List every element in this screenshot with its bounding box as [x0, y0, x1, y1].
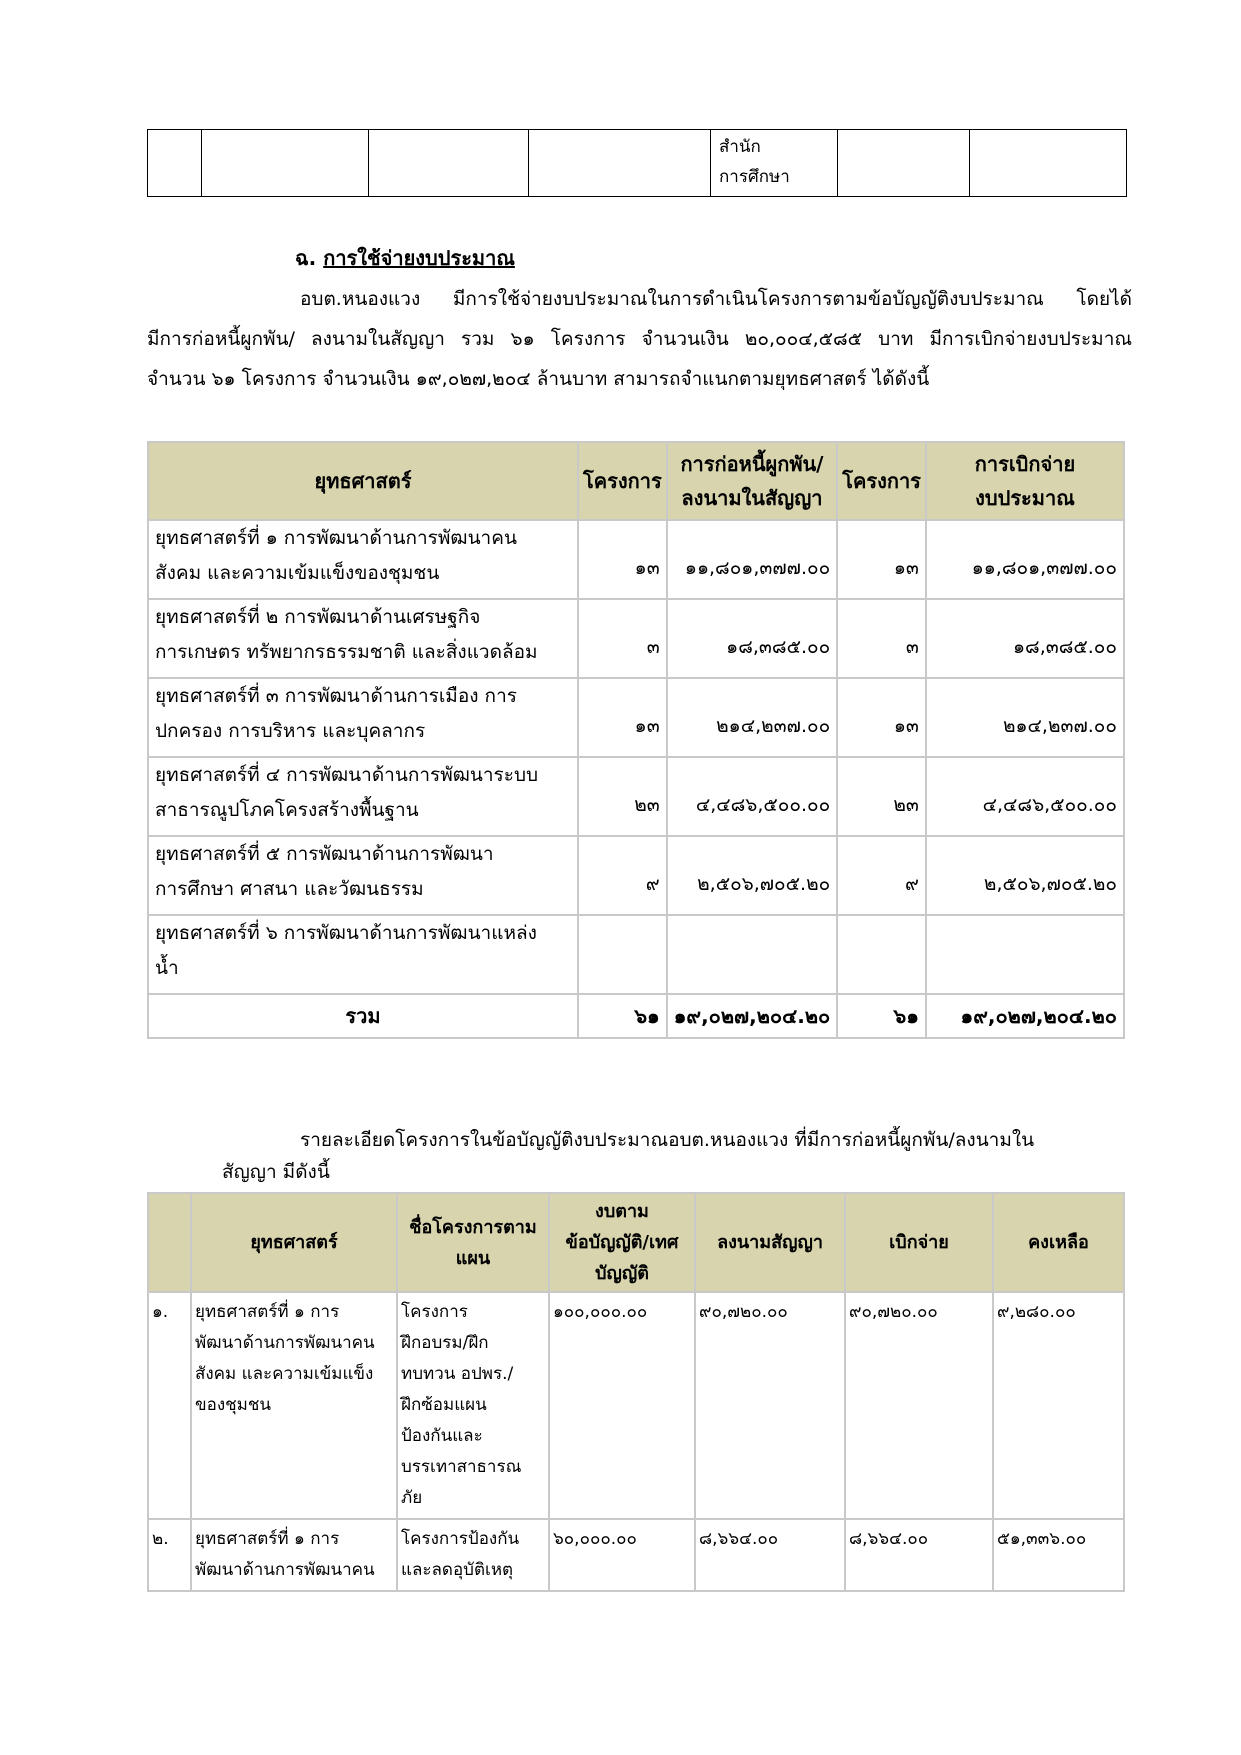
paragraph-line: สัญญา มีดังนี้	[222, 1161, 330, 1183]
projects-count-cell: ๑๓	[578, 520, 667, 599]
paragraph-line: จำนวน ๖๑ โครงการ จำนวนเงิน ๑๙,๐๒๗,๒๐๔ ล้านบาท สามารถจำแนกตามยุทธศาสตร์ ได้ดังนี้	[147, 368, 930, 390]
project-remaining-cell: ๕๑,๓๓๖.๐๐	[993, 1519, 1124, 1591]
table-cell	[202, 130, 369, 197]
column-header: ชื่อโครงการตาม แผน	[397, 1193, 549, 1292]
project-disbursed-cell: ๙๐,๗๒๐.๐๐	[845, 1292, 993, 1519]
strategy-cell: ยุทธศาสตร์ที่ ๑ การพัฒนาด้านการพัฒนาคน สังคม และความเข้มแข็งของชุมชน	[148, 520, 578, 599]
projects-count-cell: ๙	[578, 836, 667, 915]
project-remaining-cell: ๙,๒๘๐.๐๐	[993, 1292, 1124, 1519]
column-header: ยุทธศาสตร์	[191, 1193, 397, 1292]
projects-disbursed-count-cell	[837, 915, 926, 994]
project-disbursed-cell: ๘,๖๖๔.๐๐	[845, 1519, 993, 1591]
strategy-cell: ยุทธศาสตร์ที่ ๓ การพัฒนาด้านการเมือง การ ปกครอง การบริหาร และบุคลากร	[148, 678, 578, 757]
total-committed-cell: ๑๙,๐๒๗,๒๐๔.๒๐	[667, 994, 837, 1038]
table-cell	[148, 130, 202, 197]
table-cell	[970, 130, 1127, 197]
committed-amount-cell: ๒๑๔,๒๓๗.๐๐	[667, 678, 837, 757]
committed-amount-cell: ๑๑,๘๐๑,๓๗๗.๐๐	[667, 520, 837, 599]
section-prefix: ฉ.	[295, 246, 317, 270]
paragraph-budget-summary	[147, 279, 1132, 399]
table-header-row	[148, 442, 1124, 520]
column-header: โครงการ	[578, 442, 667, 520]
disbursed-amount-cell: ๑๘,๓๘๕.๐๐	[926, 599, 1124, 678]
committed-amount-cell	[667, 915, 837, 994]
strategy-cell: ยุทธศาสตร์ที่ ๒ การพัฒนาด้านเศรษฐกิจ การเกษตร ทรัพยากรธรรมชาติ และสิ่งแวดล้อม	[148, 599, 578, 678]
table-header-row	[148, 1193, 1124, 1292]
table-row	[148, 678, 1124, 757]
paragraph-line: มีการก่อหนี้ผูกพัน/ ลงนามในสัญญา รวม ๖๑ โครงการ จำนวนเงิน ๒๐,๐๐๔,๕๘๕ บาท มีการเบิกจ่ายงบประมาณ	[147, 328, 1132, 350]
project-project-cell: โครงการป้องกัน และลดอุบัติเหตุ	[397, 1519, 549, 1591]
column-header: โครงการ	[837, 442, 926, 520]
project-budget-cell: ๑๐๐,๐๐๐.๐๐	[549, 1292, 695, 1519]
projects-disbursed-count-cell: ๙	[837, 836, 926, 915]
previous-table-fragment	[147, 129, 1127, 197]
strategy-cell: ยุทธศาสตร์ที่ ๖ การพัฒนาด้านการพัฒนาแหล่ง น้ำ	[148, 915, 578, 994]
projects-count-cell: ๓	[578, 599, 667, 678]
project-no-cell: ๒.	[148, 1519, 191, 1591]
table-row	[148, 520, 1124, 599]
project-signed-cell: ๘,๖๖๔.๐๐	[695, 1519, 845, 1591]
disbursed-amount-cell	[926, 915, 1124, 994]
committed-amount-cell: ๔,๔๘๖,๕๐๐.๐๐	[667, 757, 837, 836]
column-header: การก่อหนี้ผูกพัน/ ลงนามในสัญญา	[667, 442, 837, 520]
paragraph-project-details	[147, 1121, 1132, 1191]
column-header: งบตาม ข้อบัญญัติ/เทศ บัญญัติ	[549, 1193, 695, 1292]
projects-disbursed-count-cell: ๓	[837, 599, 926, 678]
project-no-cell: ๑.	[148, 1292, 191, 1519]
table-cell	[529, 130, 711, 197]
paragraph-line: รายละเอียดโครงการในข้อบัญญัติงบประมาณอบต.หนองแวง ที่มีการก่อหนี้ผูกพัน/ลงนามใน	[300, 1129, 1035, 1151]
committed-amount-cell: ๒,๕๐๖,๗๐๕.๒๐	[667, 836, 837, 915]
disbursed-amount-cell: ๔,๔๘๖,๕๐๐.๐๐	[926, 757, 1124, 836]
column-header: คงเหลือ	[993, 1193, 1124, 1292]
budget-by-strategy-table	[147, 441, 1125, 1039]
committed-amount-cell: ๑๘,๓๘๕.๐๐	[667, 599, 837, 678]
project-detail-table	[147, 1192, 1125, 1592]
strategy-cell: ยุทธศาสตร์ที่ ๕ การพัฒนาด้านการพัฒนา การศึกษา ศาสนา และวัฒนธรรม	[148, 836, 578, 915]
column-header	[148, 1193, 191, 1292]
column-header: เบิกจ่าย	[845, 1193, 993, 1292]
projects-disbursed-count-cell: ๑๓	[837, 520, 926, 599]
table-row	[148, 915, 1124, 994]
table-cell: สำนัก การศึกษา	[711, 130, 838, 197]
project-project-cell: โครงการ ฝึกอบรม/ฝึก ทบทวน อปพร./ ฝึกซ้อมแผน ป้องกันและ บรรเทาสาธารณ ภัย	[397, 1292, 549, 1519]
column-header: การเบิกจ่าย งบประมาณ	[926, 442, 1124, 520]
total-projects-cell: ๖๑	[578, 994, 667, 1038]
project-strategy-cell: ยุทธศาสตร์ที่ ๑ การ พัฒนาด้านการพัฒนาคน สังคม และความเข้มแข็ง ของชุมชน	[191, 1292, 397, 1519]
section-heading	[295, 242, 515, 274]
disbursed-amount-cell: ๒,๕๐๖,๗๐๕.๒๐	[926, 836, 1124, 915]
strategy-cell: ยุทธศาสตร์ที่ ๔ การพัฒนาด้านการพัฒนาระบบ สาธารณูปโภคโครงสร้างพื้นฐาน	[148, 757, 578, 836]
table-total-row	[148, 994, 1124, 1038]
table-row	[148, 757, 1124, 836]
total-label-cell: รวม	[148, 994, 578, 1038]
disbursed-amount-cell: ๑๑,๘๐๑,๓๗๗.๐๐	[926, 520, 1124, 599]
total-disbursed-cell: ๑๙,๐๒๗,๒๐๔.๒๐	[926, 994, 1124, 1038]
total-projects2-cell: ๖๑	[837, 994, 926, 1038]
table-row	[148, 599, 1124, 678]
disbursed-amount-cell: ๒๑๔,๒๓๗.๐๐	[926, 678, 1124, 757]
table-cell	[838, 130, 970, 197]
table-row	[148, 130, 1127, 197]
table-row	[148, 1292, 1124, 1519]
projects-count-cell	[578, 915, 667, 994]
table-cell	[369, 130, 529, 197]
project-strategy-cell: ยุทธศาสตร์ที่ ๑ การ พัฒนาด้านการพัฒนาคน	[191, 1519, 397, 1591]
paragraph-line: อบต.หนองแวง มีการใช้จ่ายงบประมาณในการดำเนินโครงการตามข้อบัญญัติงบประมาณ โดยได้	[300, 288, 1132, 310]
section-title: การใช้จ่ายงบประมาณ	[323, 246, 515, 270]
project-signed-cell: ๙๐,๗๒๐.๐๐	[695, 1292, 845, 1519]
column-header: ยุทธศาสตร์	[148, 442, 578, 520]
projects-count-cell: ๒๓	[578, 757, 667, 836]
table-row	[148, 1519, 1124, 1591]
projects-disbursed-count-cell: ๒๓	[837, 757, 926, 836]
projects-disbursed-count-cell: ๑๓	[837, 678, 926, 757]
project-budget-cell: ๖๐,๐๐๐.๐๐	[549, 1519, 695, 1591]
projects-count-cell: ๑๓	[578, 678, 667, 757]
column-header: ลงนามสัญญา	[695, 1193, 845, 1292]
table-row	[148, 836, 1124, 915]
